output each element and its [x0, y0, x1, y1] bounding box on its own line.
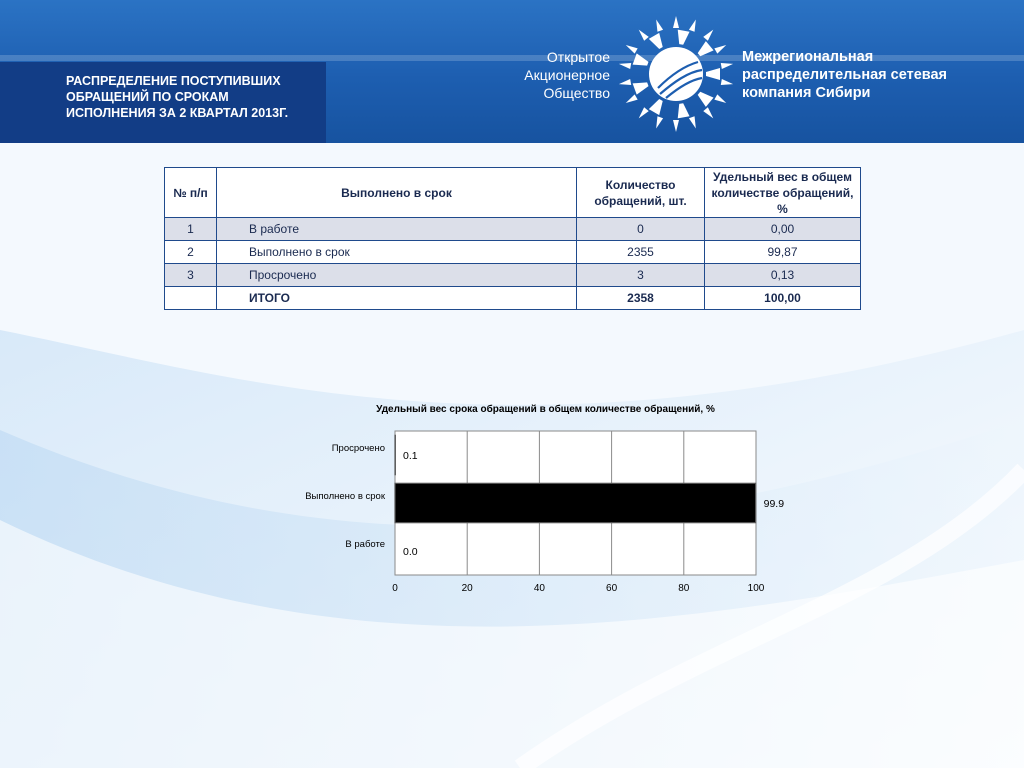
row-num: 1 — [165, 218, 217, 241]
row-count: 2355 — [577, 241, 705, 264]
sun-logo-icon — [614, 12, 738, 136]
total-pct: 100,00 — [705, 287, 861, 310]
org-form — [524, 48, 610, 102]
company-name-line: компания Сибири — [742, 85, 871, 101]
row-pct: 0,00 — [705, 218, 861, 241]
bar-chart — [280, 395, 840, 605]
company-name — [742, 48, 1012, 102]
table-row — [165, 241, 861, 264]
row-num: 3 — [165, 264, 217, 287]
row-num: 2 — [165, 241, 217, 264]
x-tick-label: 40 — [533, 583, 545, 594]
x-tick-label: 80 — [678, 583, 690, 594]
x-tick-label: 60 — [606, 583, 618, 594]
chart-title: Удельный вес срока обращений в общем количестве обращений, % — [376, 404, 715, 415]
org-form-line: Общество — [543, 85, 610, 101]
table-row — [165, 264, 861, 287]
row-count: 0 — [577, 218, 705, 241]
data-label: 0.0 — [403, 546, 418, 558]
total-count: 2358 — [577, 287, 705, 310]
row-name: Выполнено в срок — [217, 241, 577, 264]
category-label: В работе — [345, 539, 385, 550]
row-pct: 99,87 — [705, 241, 861, 264]
header-count: Количество обращений, шт. — [577, 168, 705, 218]
x-tick-label: 0 — [392, 583, 398, 594]
company-name-line: распределительная сетевая — [742, 67, 948, 83]
table-total-row — [165, 287, 861, 310]
org-form-line: Акционерное — [524, 67, 610, 83]
total-num — [165, 287, 217, 310]
header-num: № п/п — [165, 168, 217, 218]
row-name: Просрочено — [217, 264, 577, 287]
table-header-row — [165, 168, 861, 218]
category-label: Выполнено в срок — [305, 491, 385, 502]
slide-title: РАСПРЕДЕЛЕНИЕ ПОСТУПИВШИХ ОБРАЩЕНИЙ ПО СРОКАМ ИСПОЛНЕНИЯ ЗА 2 КВАРТАЛ 2013Г. — [66, 74, 289, 120]
row-pct: 0,13 — [705, 264, 861, 287]
row-count: 3 — [577, 264, 705, 287]
bar — [395, 483, 756, 522]
row-name: В работе — [217, 218, 577, 241]
appeals-table — [164, 167, 861, 310]
x-tick-label: 20 — [461, 583, 473, 594]
header-name: Выполнено в срок — [217, 168, 577, 218]
table-row — [165, 218, 861, 241]
data-label: 0.1 — [403, 450, 418, 462]
x-tick-label: 100 — [747, 583, 765, 594]
org-form-line: Открытое — [546, 49, 610, 65]
total-name: ИТОГО — [217, 287, 577, 310]
category-label: Просрочено — [331, 443, 385, 454]
header-pct: Удельный вес в общем количестве обращений, % — [705, 168, 861, 218]
data-label: 99.9 — [763, 498, 785, 510]
company-name-line: Межрегиональная — [742, 49, 874, 65]
